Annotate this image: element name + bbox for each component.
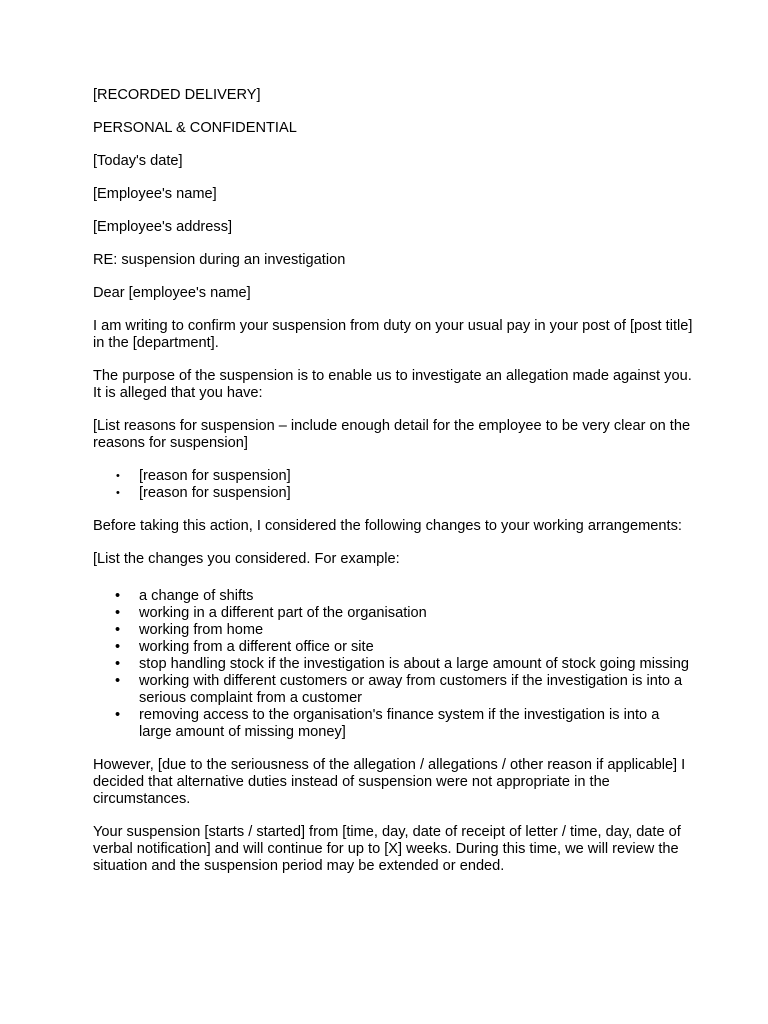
subject-line: RE: suspension during an investigation xyxy=(93,252,346,268)
paragraph-list-reasons: [List reasons for suspension – include enough detail for the employee to be very clear on the reasons for suspension] xyxy=(93,418,691,451)
list-item xyxy=(93,588,693,605)
confidential-line: PERSONAL & CONFIDENTIAL xyxy=(93,120,297,136)
paragraph-however: However, [due to the seriousness of the allegation / allegations / other reason if applicable] I decided that alternative duties instead of suspension were not appropriate in the circumstances. xyxy=(93,757,686,807)
letter-body xyxy=(93,87,693,891)
list-item xyxy=(93,707,693,741)
list-item-text: a change of shifts xyxy=(139,588,254,604)
delivery-line: [RECORDED DELIVERY] xyxy=(93,87,261,103)
paragraph-purpose: The purpose of the suspension is to enable us to investigate an allegation made against you. It is alleged that you have: xyxy=(93,368,692,401)
list-item xyxy=(93,673,693,707)
bullet-icon: • xyxy=(115,639,121,655)
bullet-icon: • xyxy=(116,487,120,499)
list-item-text: [reason for suspension] xyxy=(139,468,291,484)
bullet-icon: • xyxy=(115,673,121,689)
bullet-icon: • xyxy=(115,622,121,638)
bullet-icon: • xyxy=(115,707,121,723)
paragraph-duration: Your suspension [starts / started] from [time, day, date of receipt of letter / time, day, date of verbal notification] and will continue for up to [X] weeks. During this time, we will review the situation and the suspension period may be extended or ended. xyxy=(93,824,681,874)
date-line: [Today's date] xyxy=(93,153,183,169)
list-item xyxy=(93,468,693,485)
employee-address-line: [Employee's address] xyxy=(93,219,233,235)
list-item-text: working in a different part of the organisation xyxy=(139,605,427,621)
list-item-text: working from a different office or site xyxy=(139,639,374,655)
list-item-text: stop handling stock if the investigation is about a large amount of stock going missing xyxy=(139,656,690,672)
employee-name-line: [Employee's name] xyxy=(93,186,217,202)
paragraph-before: Before taking this action, I considered the following changes to your working arrangements: xyxy=(93,518,682,534)
list-item xyxy=(93,656,693,673)
reasons-list xyxy=(93,468,693,502)
list-item-text: [reason for suspension] xyxy=(139,485,291,501)
bullet-icon: • xyxy=(115,588,121,604)
paragraph-list-changes: [List the changes you considered. For example: xyxy=(93,551,400,567)
bullet-icon: • xyxy=(115,656,121,672)
salutation: Dear [employee's name] xyxy=(93,285,251,301)
list-item xyxy=(93,622,693,639)
list-item-text: removing access to the organisation's finance system if the investigation is into a large amount of missing money] xyxy=(139,707,660,740)
list-item-text: working with different customers or away from customers if the investigation is into a serious complaint from a customer xyxy=(139,673,683,706)
changes-list xyxy=(93,588,693,741)
paragraph-confirm: I am writing to confirm your suspension from duty on your usual pay in your post of [post title] in the [department]. xyxy=(93,318,693,351)
list-item xyxy=(93,605,693,622)
bullet-icon: • xyxy=(115,605,121,621)
list-item xyxy=(93,485,693,502)
list-item-text: working from home xyxy=(139,622,264,638)
list-item xyxy=(93,639,693,656)
bullet-icon: • xyxy=(116,470,120,482)
